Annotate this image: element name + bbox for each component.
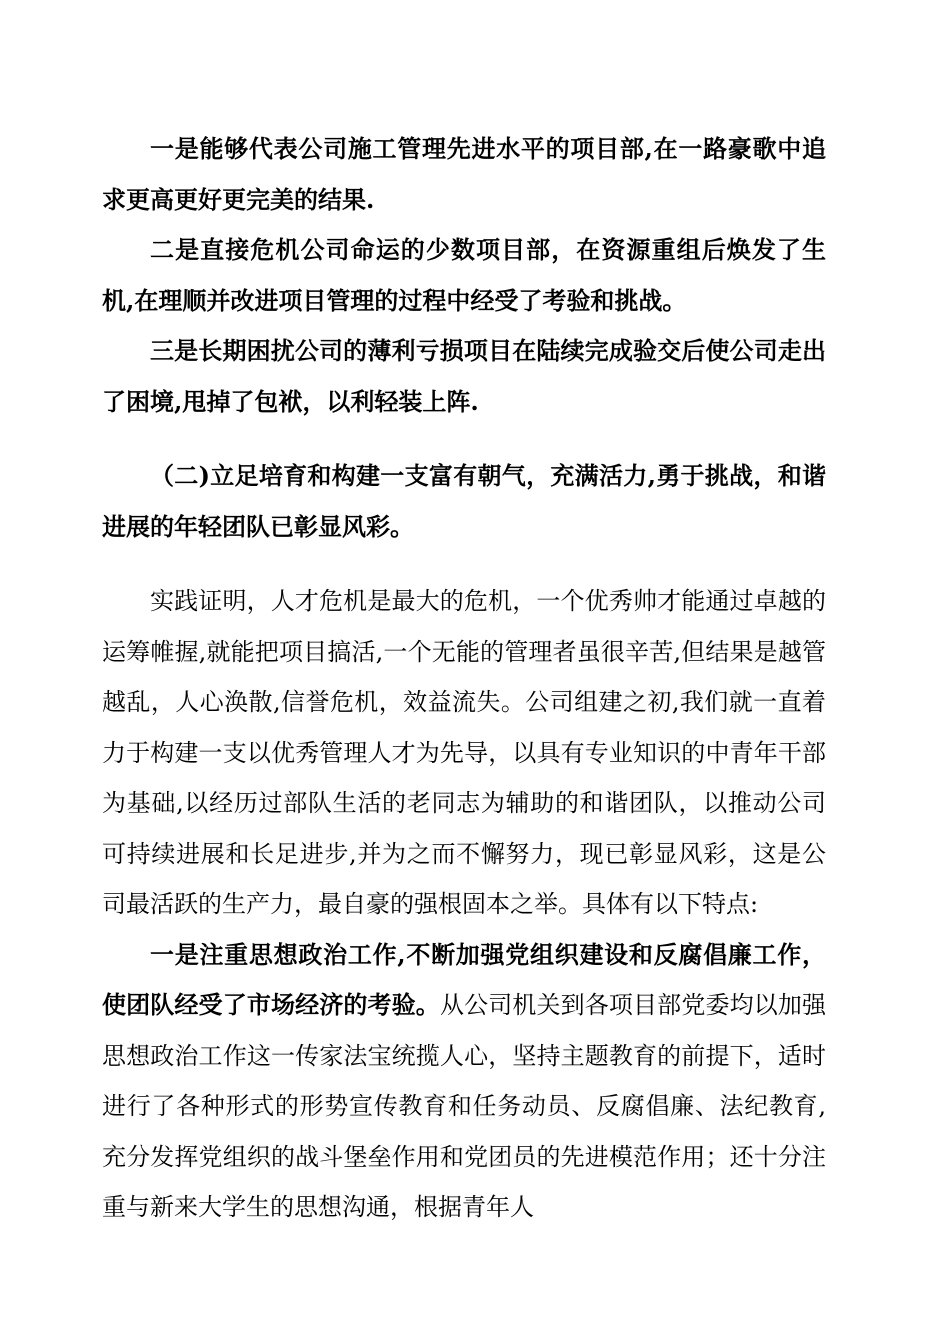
paragraph-political-work (102, 930, 826, 1233)
paragraph-third-point: 三是长期困扰公司的薄利亏损项目在陆续完成验交后使公司走出了困境,甩掉了包袱，以利轻装上阵. (102, 336, 826, 416)
paragraph-first-point: 一是能够代表公司施工管理先进水平的项目部,在一路豪歌中追求更高更好更完美的结果. (102, 134, 826, 214)
paragraph-practice: 实践证明，人才危机是最大的危机，一个优秀帅才能通过卓越的运筹帷握,就能把项目搞活,一个无能的管理者虽很辛苦,但结果是越管越乱，人心涣散,信誉危机，效益流失。公司组建之初,我们就一直着力于构建一支以优秀管理人才为先导，以具有专业知识的中青年干部为基础,以经历过部队生活的老同志为辅助的和谐团队，以推动公司可持续进展和长足进步,并为之而不懈努力，现已彰显风彩，这是公司最活跃的生产力，最自豪的强根固本之举。具体有以下特点: (102, 587, 826, 918)
section-heading: （二)立足培育和构建一支富有朝气，充满活力,勇于挑战，和谐进展的年轻团队已彰显风彩。 (102, 461, 826, 541)
document-body (102, 124, 826, 1233)
paragraph-political-work-body: 从公司机关到各项目部党委均以加强思想政治工作这一传家法宝统揽人心，坚持主题教育的前提下，适时进行了各种形式的形势宣传教育和任务动员、反腐倡廉、法纪教育,充分发挥党组织的战斗堡垒作用和党团员的先进模范作用；还十分注重与新来大学生的思想沟通，根据青年人 (102, 991, 827, 1221)
paragraph-second-point: 二是直接危机公司命运的少数项目部，在资源重组后焕发了生机,在理顺并改进项目管理的过程中经受了考验和挑战。 (102, 235, 826, 315)
paragraph-political-work-lead: 一是注重思想政治工作,不断加强党组织建设和反腐倡廉工作，使团队经受了市场经济的考验。 (102, 939, 826, 1019)
